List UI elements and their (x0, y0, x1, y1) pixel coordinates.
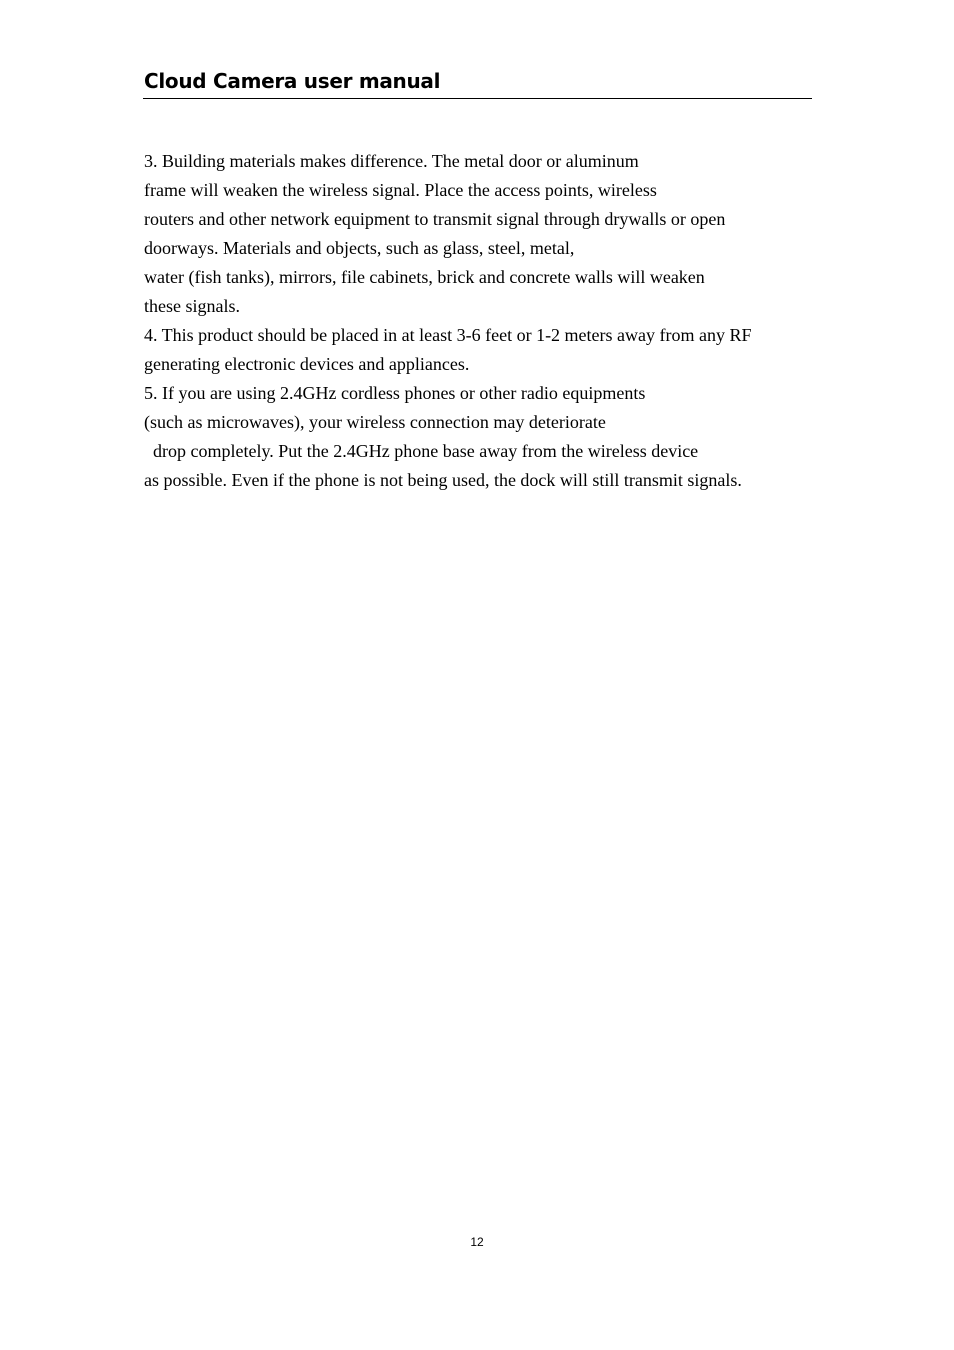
text-line: 5. If you are using 2.4GHz cordless phones or other radio equipments (144, 383, 646, 403)
text-line: these signals. (144, 296, 240, 316)
text-line: generating electronic devices and appliances. (144, 354, 470, 374)
text-line: routers and other network equipment to transmit signal through drywalls or open (144, 209, 726, 229)
text-line: doorways. Materials and objects, such as glass, steel, metal, (144, 238, 575, 258)
body-text (144, 147, 812, 495)
text-line: frame will weaken the wireless signal. Place the access points, wireless (144, 180, 657, 200)
text-line: 3. Building materials makes difference. The metal door or aluminum (144, 151, 639, 171)
text-line: as possible. Even if the phone is not being used, the dock will still transmit signals. (144, 470, 742, 490)
text-line: water (fish tanks), mirrors, file cabinets, brick and concrete walls will weaken (144, 267, 705, 287)
page-number: 12 (470, 1235, 484, 1249)
manual-title: Cloud Camera user manual (144, 69, 441, 93)
text-line: drop completely. Put the 2.4GHz phone base away from the wireless device (144, 441, 699, 461)
text-line: (such as microwaves), your wireless connection may deteriorate (144, 412, 606, 432)
page-header (143, 66, 812, 99)
text-line: 4. This product should be placed in at least 3-6 feet or 1-2 meters away from any RF (144, 325, 752, 345)
